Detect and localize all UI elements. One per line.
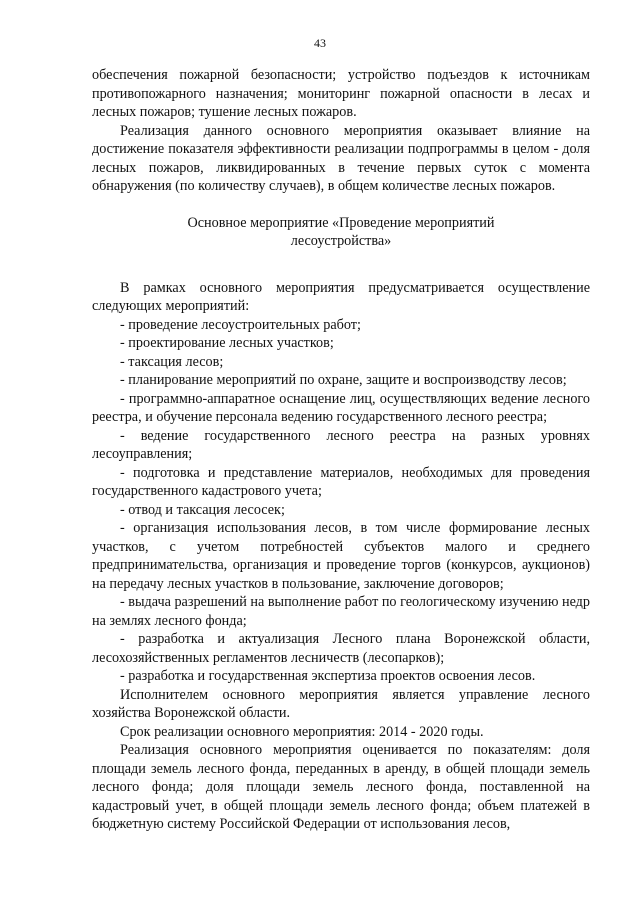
list-item: - программно-аппаратное оснащение лиц, осуществляющих ведение лесного реестра, и обучение персонала ведению государственного лесного реестра; xyxy=(92,390,590,425)
list-item: - проведение лесоустроительных работ; xyxy=(120,316,361,333)
section-heading-line-1: Основное мероприятие «Проведение мероприятий xyxy=(187,214,495,231)
page-number: 43 xyxy=(314,36,326,50)
list-item: - проектирование лесных участков; xyxy=(120,335,334,351)
paragraph-term: Срок реализации основного мероприятия: 2014 - 2020 годы. xyxy=(120,723,484,740)
document-body xyxy=(92,66,590,834)
list-item: - таксация лесов; xyxy=(120,353,224,370)
paragraph-scope: В рамках основного мероприятия предусматривается осуществление следующих мероприятий: xyxy=(92,279,590,314)
section-heading xyxy=(92,214,590,251)
list-item: - планирование мероприятий по охране, защите и воспроизводству лесов; xyxy=(120,372,567,388)
list-item: - ведение государственного лесного реестра на разных уровнях лесоуправления; xyxy=(92,427,590,462)
paragraph-evaluation: Реализация основного мероприятия оценивается по показателям: доля площади земель лесного фонда, переданных в аренду, в общей площади земель лесного фонда; доля площади земель лесного фонда, поставленной на кадастровый учет, в общей площади земель лесного фонда; объем платежей в бюджетную систему Российской Федерации от использования лесов, xyxy=(92,742,590,832)
paragraph-impact: Реализация данного основного мероприятия оказывает влияние на достижение показателя эффективности реализации подпрограммы в целом - доля лесных пожаров, ликвидированных в течение первых суток с момента обнаружения (по количеству случаев), в общем количестве лесных пожаров. xyxy=(92,122,590,194)
list-item: - отвод и таксация лесосек; xyxy=(120,501,285,518)
list-item: - подготовка и представление материалов, необходимых для проведения государственного кадастрового учета; xyxy=(92,464,590,499)
list-item: - выдача разрешений на выполнение работ по геологическому изучению недр на землях лесного фонда; xyxy=(92,594,590,629)
paragraph-intro-continued: обеспечения пожарной безопасности; устройство подъездов к источникам противопожарного назначения; мониторинг пожарной опасности в лесах и лесных пожаров; тушение лесных пожаров. xyxy=(92,67,590,120)
section-heading-line-2: лесоустройства» xyxy=(290,233,392,249)
list-item: - организация использования лесов, в том числе формирование лесных участков, с учетом потребностей субъектов малого и среднего предпринимательства, организация и проведение торгов (конкурсов, аукционов) на передачу лесных участков в пользование, заключение договоров; xyxy=(92,520,590,592)
paragraph-executor: Исполнителем основного мероприятия является управление лесного хозяйства Воронежской области. xyxy=(92,686,590,721)
list-item: - разработка и актуализация Лесного плана Воронежской области, лесохозяйственных регламентов лесничеств (лесопарков); xyxy=(92,631,590,666)
list-item: - разработка и государственная экспертиза проектов освоения лесов. xyxy=(120,668,536,684)
